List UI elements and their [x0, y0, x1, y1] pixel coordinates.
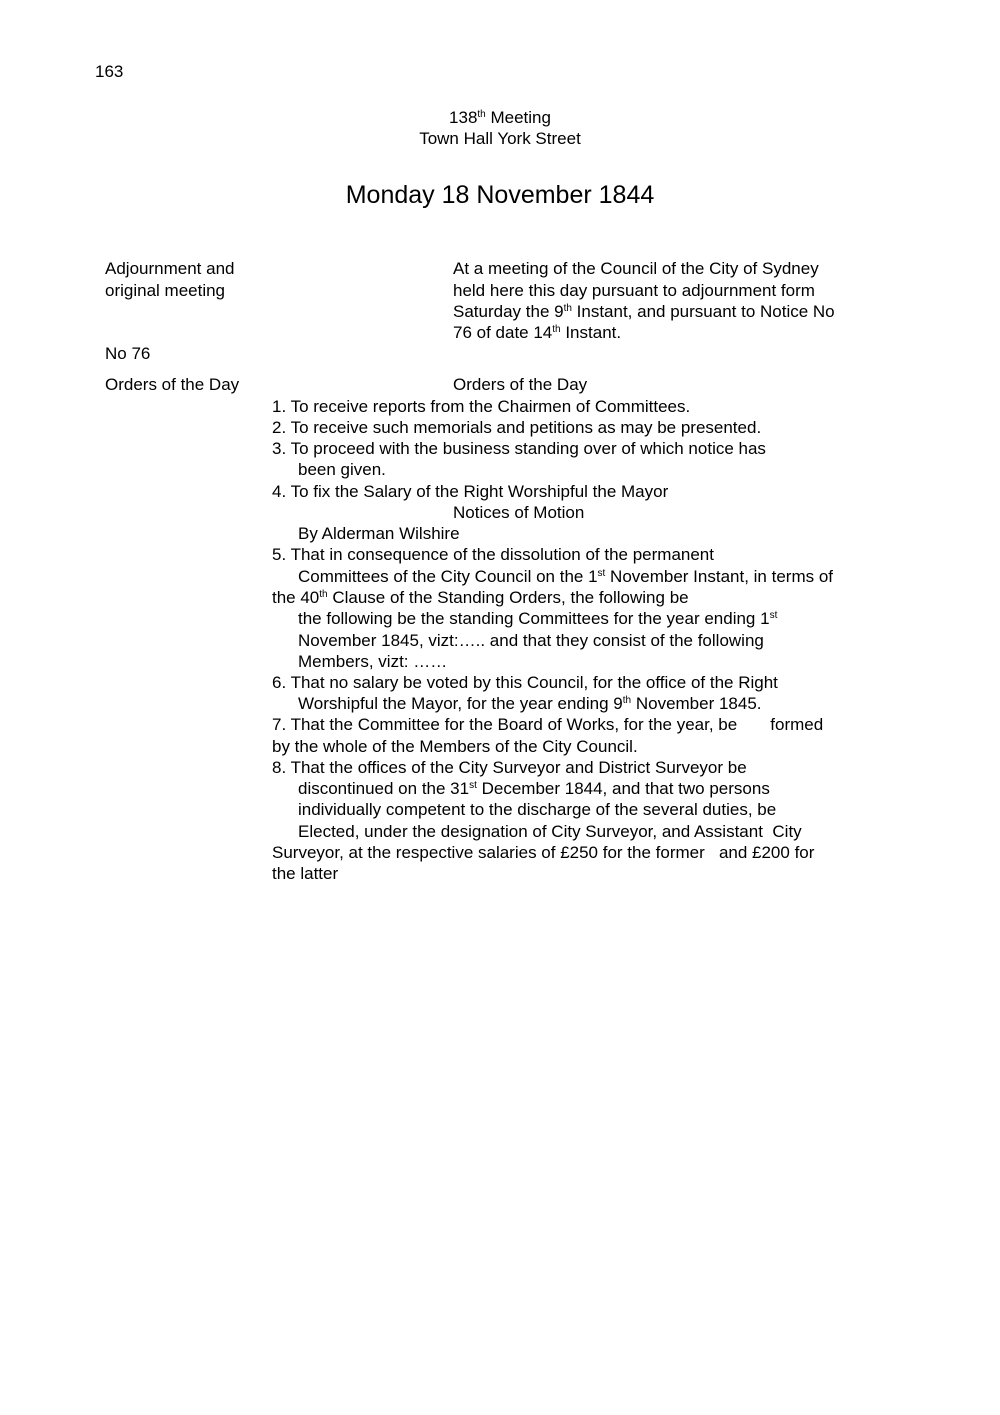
order-item-3: 3. To proceed with the business standing over of which notice has — [272, 439, 766, 458]
meeting-number — [0, 107, 1000, 128]
motion-6: 6. That no salary be voted by this Council, for the office of the Right — [272, 673, 778, 692]
motion-5-line-3-b: Clause of the Standing Orders, the following be — [327, 588, 689, 607]
motion-6-line-2-sup: th — [622, 695, 632, 706]
order-item-2: 2. To receive such memorials and petitions as may be presented. — [272, 418, 762, 437]
motion-8-line-2-a: discontinued on the 31 — [298, 779, 470, 798]
margin-note-adjournment-2: original meeting — [105, 281, 226, 300]
motion-5-line-5: November 1845, vizt:….. and that they consist of the following — [298, 631, 764, 650]
meeting-number-value: 138 — [449, 108, 478, 127]
notices-heading: Notices of Motion — [453, 503, 585, 522]
mover-line: By Alderman Wilshire — [298, 524, 460, 543]
venue: Town Hall York Street — [419, 129, 581, 148]
intro-line-3-b: Instant, and pursuant to Notice No — [571, 302, 835, 321]
motion-7-line-2: by the whole of the Members of the City Council. — [272, 737, 638, 756]
motion-5-line-2-b: November Instant, in terms of — [605, 567, 834, 586]
motion-6-line-2 — [298, 693, 762, 714]
motion-5: 5. That in consequence of the dissolution of the permanent — [272, 545, 714, 564]
motion-5-line-3-sup: th — [319, 589, 328, 600]
motion-5-line-3-a: the 40 — [272, 588, 320, 607]
page-number: 163 — [95, 62, 124, 81]
motion-8-line-2-b: December 1844, and that two persons — [476, 779, 770, 798]
intro-line-4-b: Instant. — [560, 323, 622, 342]
motion-8-line-3: individually competent to the discharge of the several duties, be — [298, 800, 777, 819]
meeting-number-suffix: th — [477, 109, 486, 120]
motion-8-line-6: the latter — [272, 864, 339, 883]
motion-5-line-2-a: Committees of the City Council on the 1 — [298, 567, 598, 586]
motion-8-line-5: Surveyor, at the respective salaries of £250 for the former and £200 for — [272, 843, 815, 862]
order-item-1: 1. To receive reports from the Chairmen of Committees. — [272, 397, 691, 416]
intro-line-3-sup: th — [563, 303, 572, 314]
motion-8-line-2-sup: st — [469, 780, 477, 791]
motion-5-line-4-sup: st — [769, 610, 778, 621]
order-item-4: 4. To fix the Salary of the Right Worshipful the Mayor — [272, 482, 669, 501]
motion-5-line-4-a: the following be the standing Committees for the year ending 1 — [298, 609, 770, 628]
order-item-3-cont: been given. — [298, 460, 386, 479]
motion-7: 7. That the Committee for the Board of Works, for the year, be formed — [272, 715, 824, 734]
motion-8: 8. That the offices of the City Surveyor and District Surveyor be — [272, 758, 747, 777]
margin-note-adjournment-1: Adjournment and — [105, 259, 235, 278]
motion-5-line-4 — [298, 608, 777, 629]
intro-line-3-a: Saturday the 9 — [453, 302, 564, 321]
intro-line-3 — [453, 301, 835, 322]
motion-5-line-2 — [298, 566, 833, 587]
motion-8-line-4: Elected, under the designation of City Surveyor, and Assistant City — [298, 822, 802, 841]
orders-heading: Orders of the Day — [453, 375, 588, 394]
motion-5-line-6: Members, vizt: …… — [298, 652, 448, 671]
meeting-word: Meeting — [485, 108, 551, 127]
intro-line-1: At a meeting of the Council of the City of Sydney — [453, 259, 819, 278]
motion-6-line-2-b: November 1845. — [631, 694, 762, 713]
margin-note-notice-no: No 76 — [105, 344, 151, 363]
motion-5-line-2-sup: st — [597, 568, 606, 579]
motion-5-line-3 — [272, 587, 689, 608]
intro-line-4-a: 76 of date 14 — [453, 323, 553, 342]
intro-line-4-sup: th — [552, 324, 561, 335]
motion-8-line-2 — [298, 778, 770, 799]
motion-6-line-2-a: Worshipful the Mayor, for the year ending 9 — [298, 694, 623, 713]
margin-note-orders: Orders of the Day — [105, 375, 240, 394]
intro-line-4 — [453, 322, 621, 343]
intro-line-2: held here this day pursuant to adjournment form — [453, 281, 815, 300]
page-title: Monday 18 November 1844 — [345, 181, 655, 209]
